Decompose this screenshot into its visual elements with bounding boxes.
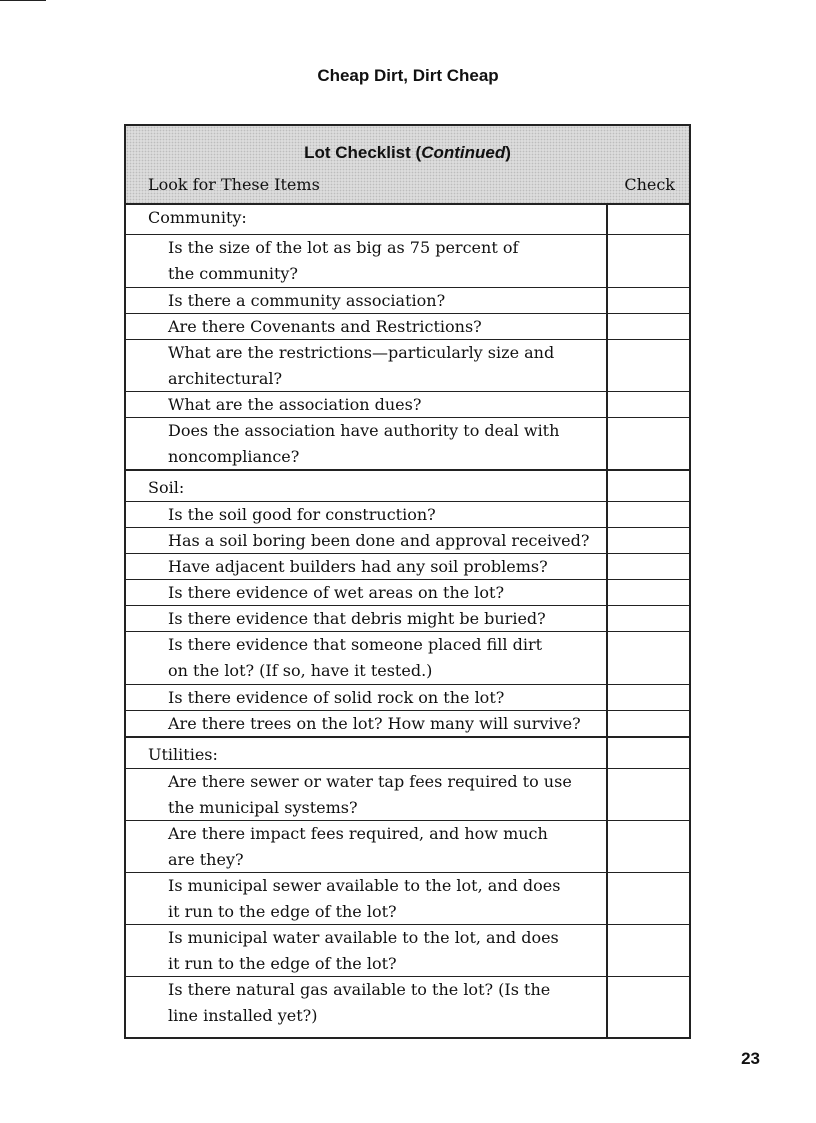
checklist-row xyxy=(126,501,689,527)
checklist-item: Is municipal sewer available to the lot, and does it run to the edge of the lot? xyxy=(126,873,608,924)
section-heading: Utilities: xyxy=(126,738,608,768)
checklist-item: Is there evidence of wet areas on the lot? xyxy=(126,580,608,605)
checklist-item: Is there natural gas available to the lot? (Is the line installed yet?) xyxy=(126,977,608,1037)
table-header xyxy=(126,126,689,205)
check-cell[interactable] xyxy=(608,977,689,1037)
checklist-row xyxy=(126,924,689,976)
checklist-item: Are there trees on the lot? How many will survive? xyxy=(126,711,608,736)
check-cell[interactable] xyxy=(608,528,689,553)
checklist-row xyxy=(126,579,689,605)
checklist-item: Is there evidence that someone placed fill dirt on the lot? (If so, have it tested.) xyxy=(126,632,608,684)
table-title: Lot Checklist (Continued) xyxy=(304,143,511,162)
checklist-item: Is the size of the lot as big as 75 percent of the community? xyxy=(126,235,608,287)
section-heading: Community: xyxy=(126,205,608,234)
check-cell[interactable] xyxy=(608,288,689,313)
checklist-item: Are there Covenants and Restrictions? xyxy=(126,314,608,339)
corner-rule xyxy=(0,0,46,1)
table-title-text: Lot Checklist xyxy=(304,143,411,162)
check-cell[interactable] xyxy=(608,606,689,631)
checklist-row xyxy=(126,605,689,631)
checklist-row xyxy=(126,710,689,736)
checklist-row xyxy=(126,417,689,469)
checklist-row xyxy=(126,553,689,579)
checklist-item: Does the association have authority to deal with noncompliance? xyxy=(126,418,608,469)
check-cell[interactable] xyxy=(608,235,689,287)
running-head: Cheap Dirt, Dirt Cheap xyxy=(317,66,499,85)
checklist-row xyxy=(126,976,689,1037)
section-row-soil xyxy=(126,469,689,501)
checklist-row xyxy=(126,313,689,339)
check-cell[interactable] xyxy=(608,418,689,469)
checklist-row xyxy=(126,527,689,553)
check-cell[interactable] xyxy=(608,314,689,339)
check-cell[interactable] xyxy=(608,502,689,527)
checklist-item: Is there evidence of solid rock on the lot? xyxy=(126,685,608,710)
checklist-item: What are the association dues? xyxy=(126,392,608,417)
checklist-row xyxy=(126,820,689,872)
section-row-community xyxy=(126,205,689,234)
check-cell[interactable] xyxy=(608,554,689,579)
checklist-row xyxy=(126,768,689,820)
checklist-item: Is municipal water available to the lot, and does it run to the edge of the lot? xyxy=(126,925,608,976)
checklist-row xyxy=(126,287,689,313)
check-cell[interactable] xyxy=(608,711,689,736)
checklist-item: Are there impact fees required, and how much are they? xyxy=(126,821,608,872)
check-cell[interactable] xyxy=(608,925,689,976)
lot-checklist-table xyxy=(124,124,691,1039)
check-cell[interactable] xyxy=(608,340,689,391)
check-cell[interactable] xyxy=(608,769,689,820)
checklist-item: Has a soil boring been done and approval received? xyxy=(126,528,608,553)
column-header-check: Check xyxy=(624,175,675,194)
checklist-item: Is there a community association? xyxy=(126,288,608,313)
section-heading: Soil: xyxy=(126,471,608,501)
checklist-row xyxy=(126,684,689,710)
checklist-row xyxy=(126,631,689,684)
check-cell[interactable] xyxy=(608,873,689,924)
checklist-item: What are the restrictions—particularly size and architectural? xyxy=(126,340,608,391)
checklist-item: Are there sewer or water tap fees required to use the municipal systems? xyxy=(126,769,608,820)
section-row-utilities xyxy=(126,736,689,768)
checklist-row xyxy=(126,391,689,417)
check-cell[interactable] xyxy=(608,580,689,605)
check-cell[interactable] xyxy=(608,392,689,417)
checklist-item: Have adjacent builders had any soil problems? xyxy=(126,554,608,579)
page-number: 23 xyxy=(741,1049,760,1068)
checklist-row xyxy=(126,339,689,391)
check-cell[interactable] xyxy=(608,471,689,501)
checklist-row xyxy=(126,872,689,924)
checklist-row xyxy=(126,234,689,287)
check-cell[interactable] xyxy=(608,685,689,710)
check-cell[interactable] xyxy=(608,632,689,684)
table-title-continued: Continued xyxy=(421,143,506,162)
check-cell[interactable] xyxy=(608,205,689,234)
check-cell[interactable] xyxy=(608,821,689,872)
column-header-items: Look for These Items xyxy=(148,175,320,194)
checklist-body xyxy=(126,205,689,1037)
checklist-item: Is the soil good for construction? xyxy=(126,502,608,527)
check-cell[interactable] xyxy=(608,738,689,768)
checklist-item: Is there evidence that debris might be buried? xyxy=(126,606,608,631)
